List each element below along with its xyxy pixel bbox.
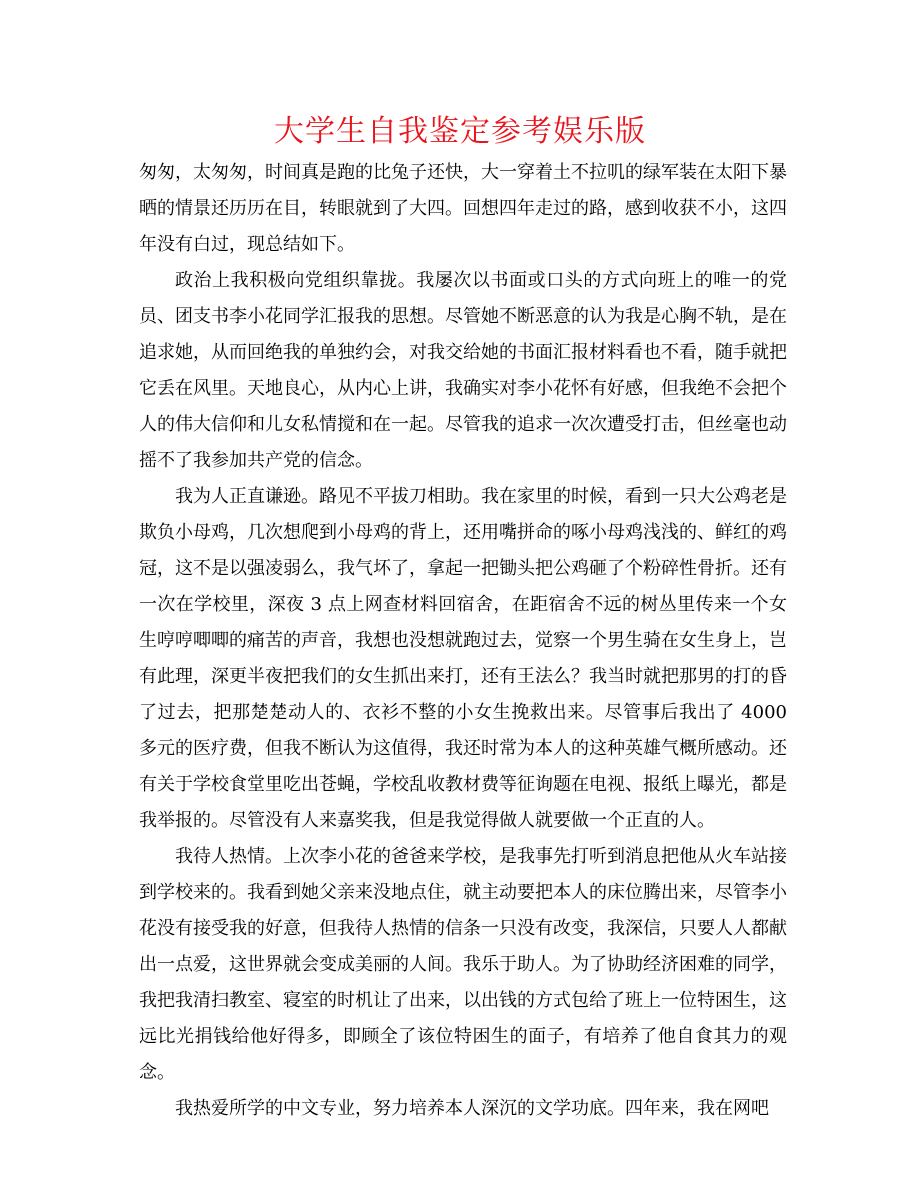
paragraph-major: 我热爱所学的中文专业，努力培养本人深沉的文学功底。四年来，我在网吧 <box>175 1098 769 1119</box>
paragraph-politics: 政治上我积极向党组织靠拢。我屡次以书面或口头的方式向班上的唯一的党员、团支书李小花同学汇报我的思想。尽管她不断恶意的认为我是心胸不轨，是在追求她，从而回绝我的单独约会，对我交给她的书面汇报材料看也不看，随手就把它丢在风里。天地良心，从内心上讲，我确实对李小花怀有好感，但我绝不会把个人的伟大信仰和儿女私情搅和在一起。尽管我的追求一次次遭受打击，但丝毫也动摇不了我参加共产党的信念。 <box>139 270 787 471</box>
paragraph-intro: 匆匆，太匆匆，时间真是跑的比兔子还快，大一穿着土不拉叽的绿军装在太阳下暴晒的情景还历历在目，转眼就到了大四。回想四年走过的路，感到收获不小，这四年没有白过，现总结如下。 <box>139 162 787 255</box>
paragraph-integrity: 我为人正直谦逊。路见不平拔刀相助。我在家里的时候，看到一只大公鸡老是欺负小母鸡，几次想爬到小母鸡的背上，还用嘴拼命的啄小母鸡浅浅的、鲜红的鸡冠，这不是以强凌弱么，我气坏了，拿起一把锄头把公鸡砸了个粉碎性骨折。还有一次在学校里，深夜 3 点上网查材料回宿舍，在距宿舍不远的树丛里传来一个女生哼哼唧唧的痛苦的声音，我想也没想就跑过去，觉察一个男生骑在女生身上，岂有此理，深更半夜把我们的女生抓出来打，还有王法么？我当时就把那男的打的昏了过去，把那楚楚动人的、衣衫不整的小女生挽救出来。尽管事后我出了 4000 多元的医疗费，但我不断认为这值得，我还时常为本人的这种英雄气概所感动。还有关于学校食堂里吃出苍蝇，学校乱收教材费等征询题在电视、报纸上曝光，都是我举报的。尽管没有人来嘉奖我，但是我觉得做人就要做一个正直的人。 <box>139 486 787 831</box>
document-title: 大学生自我鉴定参考娱乐版 <box>274 114 646 149</box>
paragraph-hospitality: 我待人热情。上次李小花的爸爸来学校，是我事先打听到消息把他从火车站接到学校来的。我看到她父亲来没地点住，就主动要把本人的床位腾出来，尽管李小花没有接受我的好意，但我待人热情的信条一只没有改变，我深信，只要人人都献出一点爱，这世界就会变成美丽的人间。我乐于助人。为了协助经济困难的同学，我把我清扫教室、寝室的时机让了出来，以出钱的方式包给了班上一位特困生，这远比光捐钱给他好得多，即顾全了该位特困生的面子，有培养了他自食其力的观念。 <box>139 846 787 1083</box>
document-body <box>139 155 787 1127</box>
